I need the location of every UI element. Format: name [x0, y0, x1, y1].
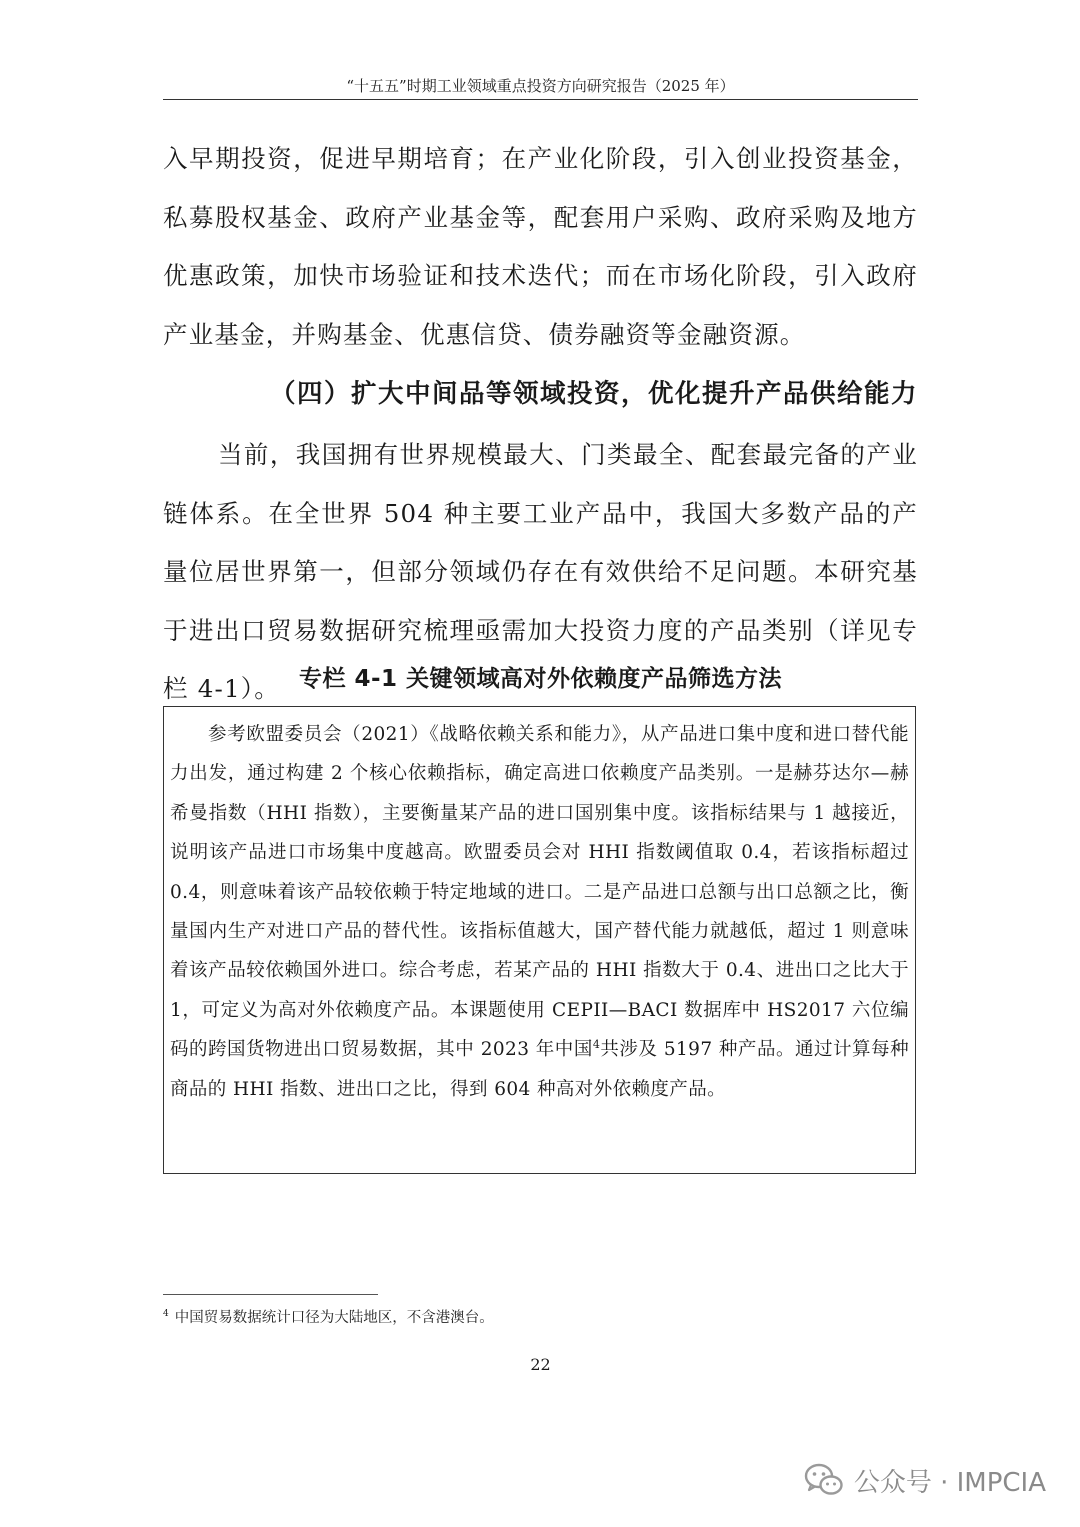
- footnote-reference[interactable]: 4: [592, 1038, 601, 1052]
- footnote-rule: [163, 1294, 378, 1295]
- footnote-text: 中国贸易数据统计口径为大陆地区，不含港澳台。: [174, 1309, 494, 1326]
- paragraph-supply-capability: 当前，我国拥有世界规模最大、门类最全、配套最完备的产业链体系。在全世界 504 种主要工业产品中，我国大多数产品的产量位居世界第一，但部分领域仍存在有效供给不足问题。本研究基于进出口贸易数据研究梳理亟需加大投资力度的产品类别（详见专栏 4-1）。: [163, 440, 918, 703]
- wechat-icon: [804, 1463, 844, 1497]
- box-text-part-2: 共涉及 5197 种产品。通过计算每种商品的 HHI 指数、进出口之比，得到 604 种高对外依赖度产品。: [170, 1039, 909, 1100]
- footnote-marker: 4: [163, 1309, 169, 1319]
- box-body-text: [170, 715, 909, 1109]
- column-box: [163, 706, 916, 1174]
- header-rule: [163, 99, 918, 100]
- box-text-part-1: 参考欧盟委员会（2021）《战略依赖关系和能力》，从产品进口集中度和进口替代能力出发，通过构建 2 个核心依赖指标，确定高进口依赖度产品类别。一是赫芬达尔—赫希曼指数（HHI 指数），主要衡量某产品的进口国别集中度。该指标结果与 1 越接近，说明该产品进口市场集中度越高。欧盟委员会对 HHI 指数阈值取 0.4，若该指标超过 0.4，则意味着该产品较依赖于特定地域的进口。二是产品进口总额与出口总额之比，衡量国内生产对进口产品的替代性。该指标值越大，国产替代能力就越低，超过 1 则意味着该产品较依赖国外进口。综合考虑，若某产品的 HHI 指数大于 0.4、进出口之比大于 1，可定义为高对外依赖度产品。本课题使用 CEPII—BACI 数据库中 HS2017 六位编码的跨国货物进出口贸易数据，其中 2023 年中国: [170, 724, 909, 1061]
- running-header: “十五五”时期工业领域重点投资方向研究报告（2025 年）: [346, 77, 735, 95]
- box-title: 专栏 4-1 关键领域高对外依赖度产品筛选方法: [298, 666, 783, 692]
- footnote: [163, 1302, 763, 1330]
- watermark-text: 公众号 · IMPCIA: [853, 1467, 1046, 1498]
- page-number: 22: [530, 1355, 551, 1374]
- section-heading: （四）扩大中间品等领域投资，优化提升产品供给能力: [269, 379, 918, 409]
- watermark: [804, 1458, 1046, 1502]
- paragraph-early-investment: 入早期投资，促进早期培育；在产业化阶段，引入创业投资基金，私募股权基金、政府产业基金等，配套用户采购、政府采购及地方优惠政策，加快市场验证和技术迭代；而在市场化阶段，引入政府产业基金，并购基金、优惠信贷、债券融资等金融资源。: [163, 144, 918, 349]
